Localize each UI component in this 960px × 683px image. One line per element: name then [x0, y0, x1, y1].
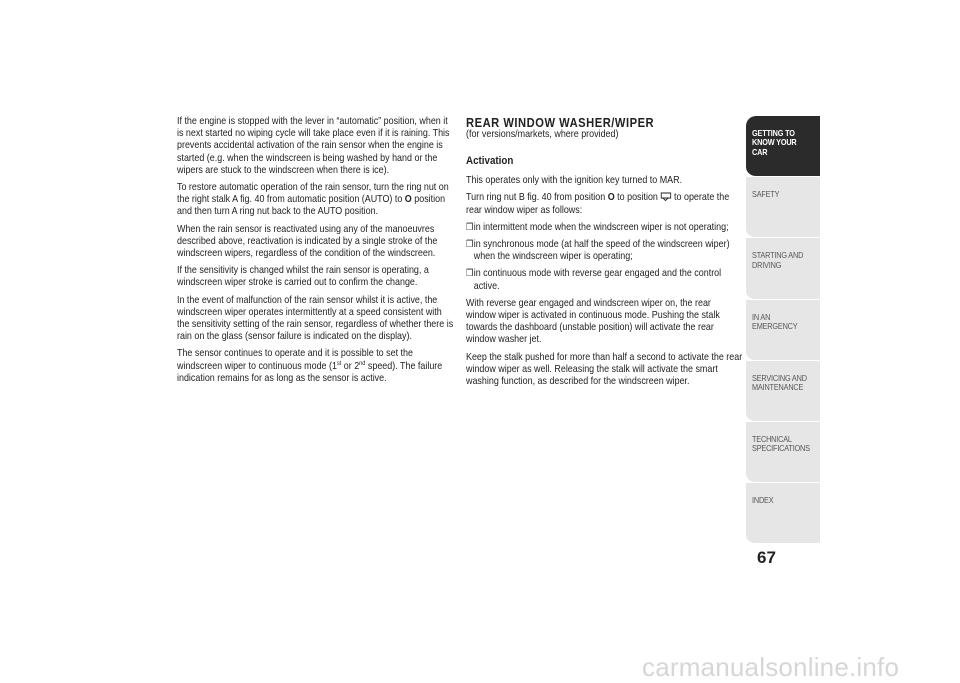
right-column — [466, 116, 743, 393]
tab-starting-and-driving[interactable]: STARTING AND DRIVING — [746, 238, 820, 299]
paragraph-reactivation: When the rain sensor is reactivated using any of the manoeuvres described above, reactivation is indicated by a single stroke of the windscreen wipers, regardless of the condition of the windscreen. — [177, 223, 438, 260]
paragraph-restore-auto: To restore automatic operation of the rain sensor, turn the ring nut on the right stalk A fig. 40 from automatic position (AUTO) to O position and then turn A ring nut back to the AUTO position. — [177, 182, 449, 218]
paragraph-engine-stopped: If the engine is stopped with the lever in “automatic” position, when it is next started no wiping cycle will take place even if it is raining. This prevents accidental activation of the rain sensor when the engine is started (e.g. when the windscreen is being washed by hand or the wipers are stuck to the windscreen when there is ice). — [177, 116, 450, 176]
section-subtitle: (for versions/markets, where provided) — [466, 129, 619, 140]
paragraph-continuous: The sensor continues to operate and it is possible to set the windscreen wiper to continuous mode (1st or 2nd speed). The failure indication remains for as long as the sensor is active. — [177, 348, 443, 384]
chapter-tabs — [746, 116, 820, 544]
checkbox-bullet-icon: ❒ — [466, 268, 474, 280]
paragraph-keep-pushed: Keep the stalk pushed for more than half a second to activate the rear window wiper as well. Releasing the stalk will activate the smart washing function, as described for the windscreen wiper. — [466, 351, 743, 388]
tab-getting-to-know-your-car[interactable]: GETTING TO KNOW YOUR CAR — [746, 116, 820, 177]
list-item: ❒ in continuous mode with reverse gear engaged and the control active. — [466, 268, 722, 292]
page-number: 67 — [757, 548, 776, 567]
tab-technical-specifications[interactable]: TECHNICAL SPECIFICATIONS — [746, 422, 820, 483]
tab-safety[interactable]: SAFETY — [746, 177, 820, 238]
paragraph-ignition: This operates only with the ignition key turned to MAR. — [466, 175, 683, 187]
checkbox-bullet-icon: ❒ — [466, 239, 474, 251]
activation-heading: Activation — [466, 155, 514, 168]
tab-index[interactable]: INDEX — [746, 483, 820, 544]
list-item: ❒ in intermittent mode when the windscreen wiper is not operating; — [466, 221, 729, 233]
tab-servicing-and-maintenance[interactable]: SERVICING AND MAINTENANCE — [746, 361, 820, 422]
paragraph-turn-ring: Turn ring nut B fig. 40 from position O to position to operate the rear window wiper as follows: — [466, 192, 730, 216]
paragraph-reverse-gear: With reverse gear engaged and windscreen wiper on, the rear window wiper is activated in continuous mode. Pushing the stalk towards the dashboard (unstable position) will activate the rear window washer jet. — [466, 297, 720, 346]
position-o-symbol: O — [607, 192, 615, 204]
list-item: ❒ in synchronous mode (at half the speed of the windscreen wiper) when the windscreen wiper is operating; — [466, 239, 730, 263]
position-o-symbol: O — [404, 194, 412, 206]
watermark: carmanualsonline.info — [642, 652, 900, 682]
rear-wiper-icon — [660, 192, 671, 201]
section-title: REAR WINDOW WASHER/WIPER — [466, 115, 655, 130]
tab-in-an-emergency[interactable]: IN AN EMERGENCY — [746, 300, 820, 361]
paragraph-sensitivity: If the sensitivity is changed whilst the rain sensor is operating, a windscreen wiper stroke is carried out to confirm the change. — [177, 265, 429, 289]
left-column — [177, 116, 456, 390]
checkbox-bullet-icon: ❒ — [466, 221, 474, 233]
paragraph-malfunction: In the event of malfunction of the rain sensor whilst it is active, the windscreen wiper operates intermittently at a speed consistent with the sensitivity setting of the rain sensor, regardless of whether there is rain on the glass (sensor failure is indicated on the display). — [177, 294, 454, 343]
